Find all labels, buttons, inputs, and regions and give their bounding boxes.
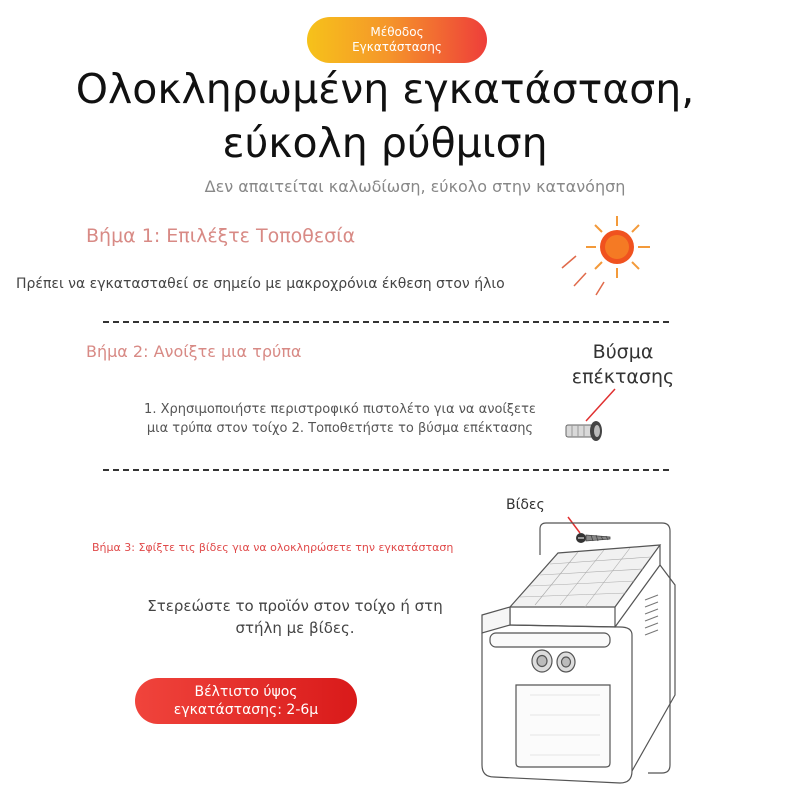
solar-light-product-icon <box>470 515 700 800</box>
step-2-note-line-2: μια τρύπα στον τοίχο 2. Τοποθετήστε το βύσμα επέκτασης <box>146 421 534 436</box>
page-title-line-1: Ολοκληρωμένη εγκατάσταση, <box>75 65 695 113</box>
step-3-heading: Βήμα 3: Σφίξτε τις βίδες για να ολοκληρώσετε την εγκατάσταση <box>92 541 454 554</box>
badge-line-2: Εγκατάστασης <box>352 40 442 54</box>
sun-icon <box>560 210 660 300</box>
step-2-note-line-1: 1. Χρησιμοποιήστε περιστροφικό πιστολέτο για να ανοίξετε <box>144 402 536 417</box>
page-title-line-2: εύκολη ρύθμιση <box>222 119 548 167</box>
step-2-note <box>120 400 560 438</box>
expansion-bolt-icon <box>560 385 620 455</box>
step-2-heading: Βήμα 2: Ανοίξτε μια τρύπα <box>86 342 302 361</box>
expansion-bolt-label <box>560 340 686 390</box>
page-subtitle: Δεν απαιτείται καλωδίωση, εύκολο στην κατανόηση <box>204 177 626 196</box>
step-1-note: Πρέπει να εγκατασταθεί σε σημείο με μακροχρόνια έκθεση στον ήλιο <box>16 276 505 292</box>
installation-method-badge <box>307 17 487 63</box>
screws-label: Βίδες <box>506 497 545 513</box>
step-3-note <box>140 595 450 639</box>
divider-2 <box>103 469 669 471</box>
badge-line-1: Μέθοδος <box>370 25 424 39</box>
height-badge-line-2: εγκατάστασης: 2-6μ <box>173 702 319 718</box>
step-3-note-line-2: στήλη με βίδες. <box>235 619 355 637</box>
step-3-note-line-1: Στερεώστε το προϊόν στον τοίχο ή στη <box>147 597 443 615</box>
optimal-height-badge <box>135 678 357 724</box>
bolt-label-line-2: επέκτασης <box>571 366 675 388</box>
bolt-label-line-1: Βύσμα <box>592 341 654 363</box>
divider-1 <box>103 321 669 323</box>
step-1-heading: Βήμα 1: Επιλέξτε Τοποθεσία <box>86 225 356 247</box>
height-badge-line-1: Βέλτιστο ύψος <box>194 684 298 700</box>
